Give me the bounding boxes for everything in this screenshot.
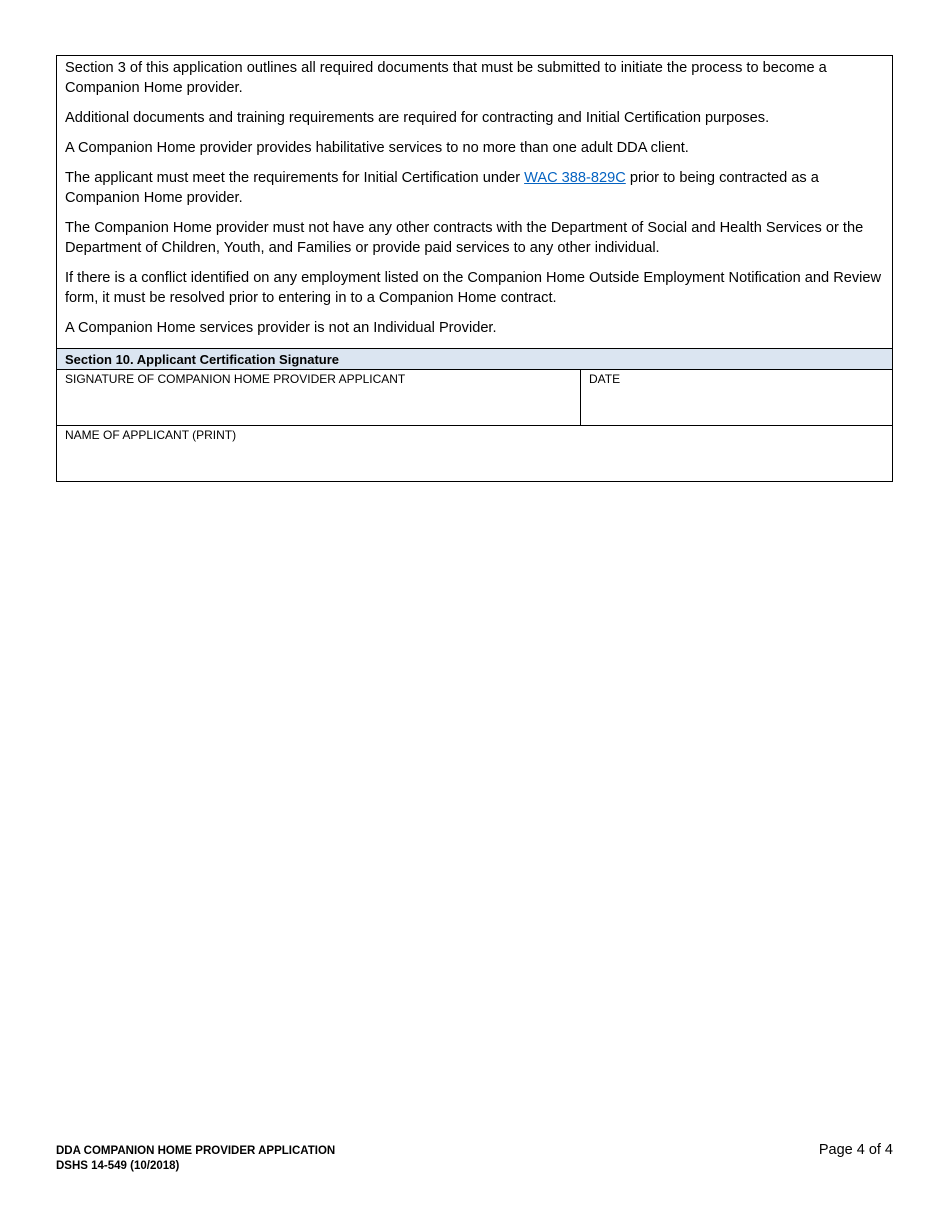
applicant-name-field[interactable] [57,425,892,481]
wac-text-before: The applicant must meet the requirements for Initial Certification under [65,170,525,186]
date-label: DATE [589,372,621,386]
date-field[interactable] [581,370,892,425]
footer-form-number: DSHS 14-549 (10/2018) [56,1160,180,1172]
applicant-name-label: NAME OF APPLICANT (PRINT) [65,428,237,442]
wac-link[interactable]: WAC 388-829C [524,170,626,186]
signature-field[interactable] [57,370,581,425]
info-paragraph-conflict: If there is a conflict identified on any employment listed on the Companion Home Outside Employment Notification and Review form, it must be resolved prior to entering in to a Companion Home contract. [65,270,882,306]
info-block [57,56,892,348]
wac-text-after: prior to being contracted as a Companion Home provider. [65,170,819,206]
section-10-header: Section 10. Applicant Certification Signature [57,348,892,369]
info-paragraph-wac [65,168,884,208]
signature-label: SIGNATURE OF COMPANION HOME PROVIDER APPLICANT [65,372,406,386]
footer-page-number: Page 4 of 4 [818,1142,893,1158]
info-paragraph-additional-docs: Additional documents and training requirements are required for contracting and Initial Certification purposes. [65,110,770,126]
footer-form-title: DDA COMPANION HOME PROVIDER APPLICATION [56,1145,336,1157]
application-form [56,55,893,482]
footer-form-info [56,1144,335,1174]
signature-row [57,369,892,425]
info-paragraph-one-client: A Companion Home provider provides habilitative services to no more than one adult DDA client. [65,140,689,156]
info-paragraph-no-other-contracts: The Companion Home provider must not have any other contracts with the Department of Social and Health Services or the Department of Children, Youth, and Families or provide paid services to any other individual. [65,220,864,256]
info-paragraph-not-individual-provider: A Companion Home services provider is not an Individual Provider. [65,320,497,336]
info-paragraph-section3: Section 3 of this application outlines all required documents that must be submitted to initiate the process to become a Companion Home provider. [65,60,827,96]
